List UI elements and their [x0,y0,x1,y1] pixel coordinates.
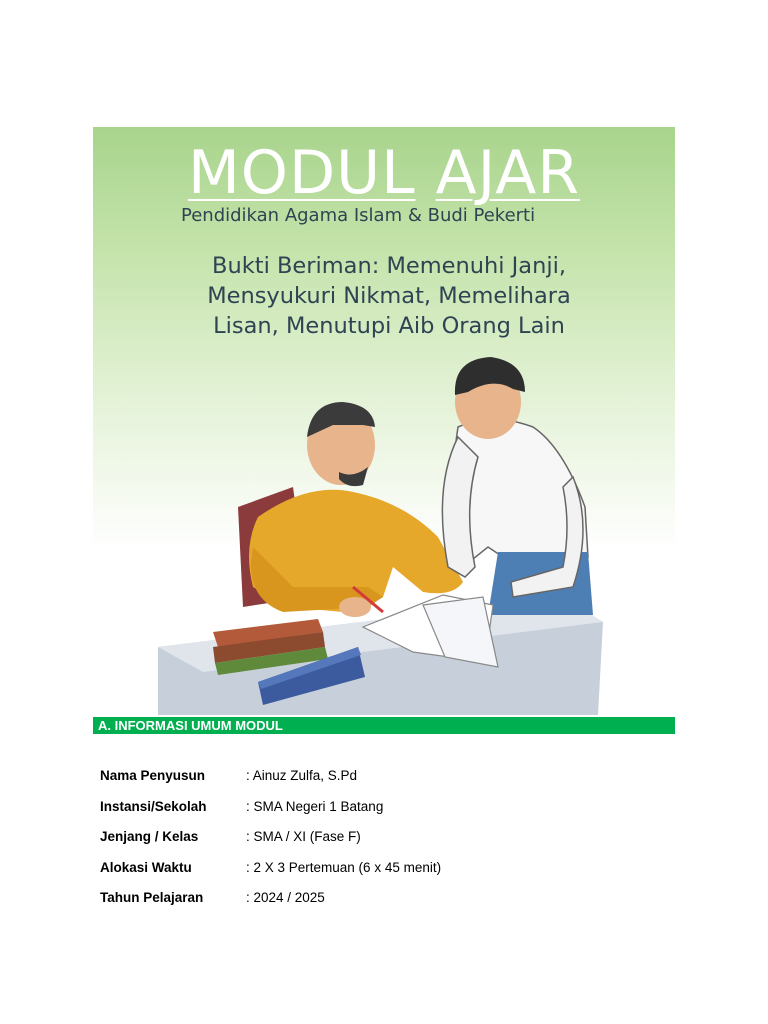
info-row [100,768,441,799]
cover-panel [93,127,675,715]
topic-line-1: Bukti Beriman: Memenuhi Janji, [212,253,566,279]
title-word-2: AJAR [435,138,581,208]
topic-line-3: Lisan, Menutupi Aib Orang Lain [213,313,565,339]
info-value: : 2 X 3 Pertemuan (6 x 45 menit) [246,859,442,875]
info-key: Tahun Pelajaran [100,890,204,905]
cover-topic [153,251,625,341]
info-row [100,890,441,921]
info-key: Jenjang / Kelas [100,829,199,844]
info-value: : Ainuz Zulfa, S.Pd [246,768,358,783]
info-key: Nama Penyusun [100,768,206,783]
module-info-list [100,768,441,921]
info-key: Instansi/Sekolah [100,798,207,814]
title-word-1: MODUL [187,138,416,208]
info-row [100,860,441,891]
cover-title [93,139,675,207]
info-value: : 2024 / 2025 [246,890,325,905]
info-value: : SMA / XI (Fase F) [246,829,361,844]
cover-subtitle: Pendidikan Agama Islam & Budi Pekerti [181,205,536,226]
topic-line-2: Mensyukuri Nikmat, Memelihara [207,283,571,309]
info-value: : SMA Negeri 1 Batang [246,798,384,814]
info-key: Alokasi Waktu [100,859,192,875]
section-heading-bar: A. INFORMASI UMUM MODUL [93,717,675,734]
info-row [100,829,441,860]
info-row [100,799,441,830]
